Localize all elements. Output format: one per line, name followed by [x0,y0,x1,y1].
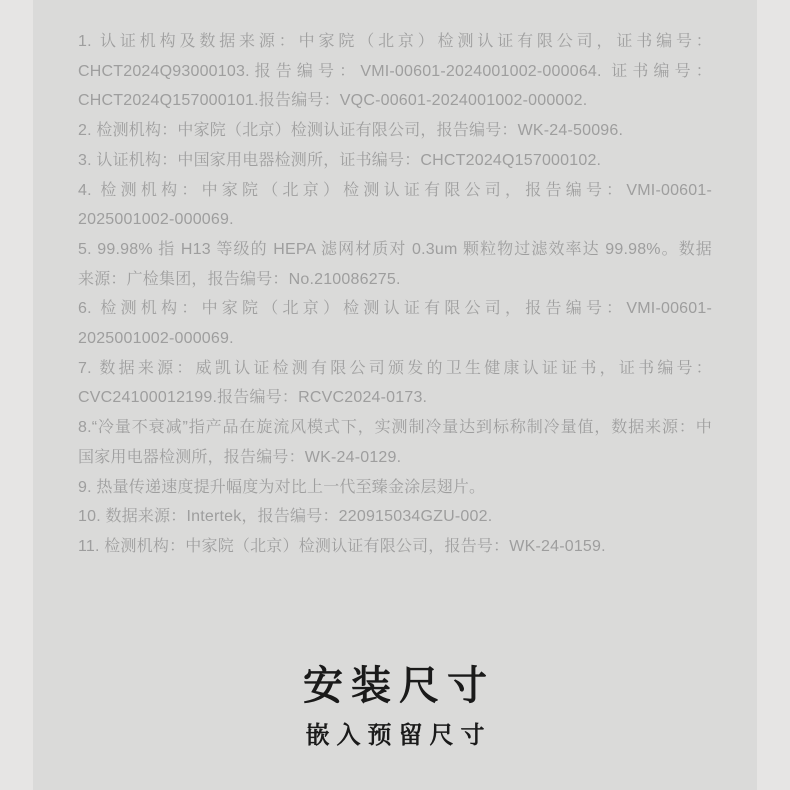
section-title: 安装尺寸 [303,663,495,708]
footnote-line: 9. 热量传递速度提升幅度为对比上一代至臻金涂层翅片。 [78,478,486,496]
footnote-line: 8.“冷量不衰减”指产品在旋流风模式下，实测制冷量达到标称制冷量值，数据来源：中 [78,419,712,437]
footnote-line: 11. 检测机构：中家院（北京）检测认证有限公司，报告号：WK-24-0159. [78,537,606,555]
footnote-line: CVC24100012199.报告编号：RCVC2024-0173. [78,389,428,407]
footnote-line: CHCT2024Q157000101.报告编号：VQC-00601-2024001002-000002. [78,92,588,110]
content-panel [33,0,757,790]
footnote-line: 来源：广检集团，报告编号：No.210086275. [78,270,401,288]
footnote-line: 6. 检测机构：中家院（北京）检测认证有限公司，报告编号：VMI-00601- [78,300,712,318]
footnote-line: 2025001002-000069. [78,330,234,348]
footnote-line: 3. 认证机构：中国家用电器检测所，证书编号：CHCT2024Q157000102. [78,151,602,169]
footnote-line: CHCT2024Q93000103.报告编号：VMI-00601-2024001002-000064. 证书编号： [78,62,712,80]
footnote-line: 2025001002-000069. [78,211,234,229]
footnote-line: 5. 99.98% 指 H13 等级的 HEPA 滤网材质对 0.3um 颗粒物过滤效率达 99.98%。数据 [78,240,712,258]
footnotes-list [33,0,757,562]
footnote-line: 4. 检测机构：中家院（北京）检测认证有限公司，报告编号：VMI-00601- [78,181,712,199]
section-heading [33,663,757,749]
footnote-line: 1. 认证机构及数据来源：中家院（北京）检测认证有限公司，证书编号： [78,33,712,50]
footnote-line: 2. 检测机构：中家院（北京）检测认证有限公司，报告编号：WK-24-50096. [78,122,624,140]
section-subtitle: 嵌入预留尺寸 [305,721,492,749]
footnote-line: 10. 数据来源：Intertek，报告编号：220915034GZU-002. [78,508,493,526]
footnote-line: 国家用电器检测所，报告编号：WK-24-0129. [78,448,402,466]
footnote-line: 7. 数据来源：威凯认证检测有限公司颁发的卫生健康认证证书，证书编号： [78,359,712,377]
